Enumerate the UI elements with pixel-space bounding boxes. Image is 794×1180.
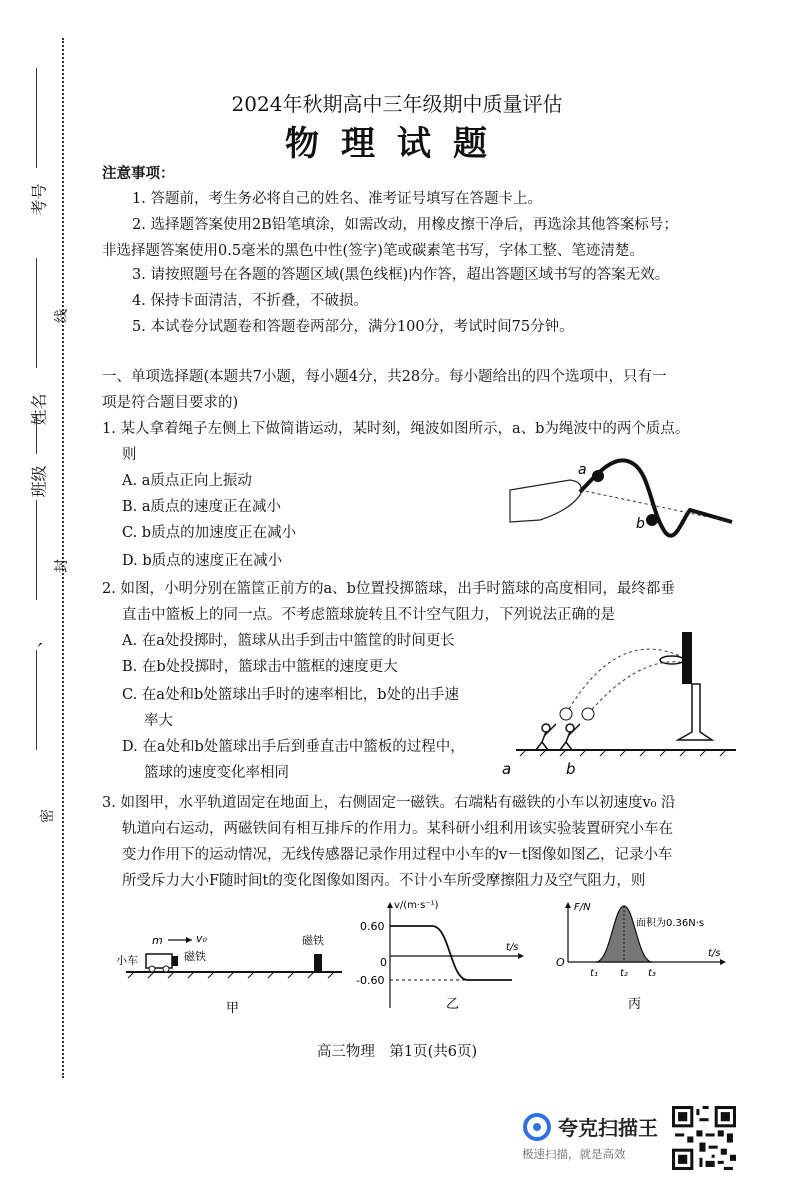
notice-item-3: 3. 请按照题号在各题的答题区域(黑色线框)内作答，超出答题区域书写的答案无效。 bbox=[132, 267, 670, 283]
basketball-figure bbox=[496, 628, 740, 778]
notice-item-2: 2. 选择题答案使用2B铅笔填涂，如需改动，用橡皮擦干净后，再选涂其他答案标号； bbox=[132, 217, 678, 233]
label-car: 小车 bbox=[116, 954, 138, 967]
velocity-arrowhead bbox=[186, 937, 192, 943]
caption-yi: 乙 bbox=[446, 997, 460, 1012]
yi-ytick-top: 0.60 bbox=[360, 920, 385, 933]
fixed-magnet bbox=[314, 954, 322, 972]
extra-underline bbox=[36, 650, 37, 750]
wheel-right bbox=[163, 966, 169, 972]
ball-b bbox=[582, 708, 594, 720]
notice-heading: 注意事项： bbox=[102, 165, 175, 182]
binding-dotted-line bbox=[62, 38, 64, 1078]
q2-option-c-cont: 率大 bbox=[144, 713, 173, 729]
qr-code-icon bbox=[672, 1106, 736, 1170]
vt-curve bbox=[390, 926, 512, 980]
label-v0: v₀ bbox=[196, 932, 207, 945]
q1-option-b: B. a质点的速度正在减小 bbox=[122, 499, 282, 515]
q1-stem-1: 1. 某人拿着绳子左侧上下做简谐运动，某时刻，绳波如图所示，a、b为绳波中的两个质点。 bbox=[102, 421, 690, 437]
yi-ytick-bottom: -0.60 bbox=[356, 974, 385, 987]
exam-subtitle: 2024年秋期高中三年级期中质量评估 bbox=[231, 92, 563, 116]
q3-stem-2: 轨道向右运动，两磁铁间有相互排斥的作用力。某科研小组利用该实验装置研究小车在 bbox=[122, 821, 673, 837]
caption-jia: 甲 bbox=[226, 1001, 240, 1016]
scanner-slogan: 极速扫描，就是高效 bbox=[522, 1147, 626, 1161]
label-m: m bbox=[152, 934, 163, 947]
yi-origin: 0 bbox=[380, 956, 387, 969]
q2-option-a: A. 在a处投掷时，篮球从出手到击中篮筐的时间更长 bbox=[122, 633, 455, 649]
q1-option-c: C. b质点的加速度正在减小 bbox=[122, 525, 297, 541]
scanner-logo-icon bbox=[522, 1112, 552, 1142]
secret-char: 密 bbox=[40, 809, 56, 823]
exam-title: 物理试题 bbox=[285, 124, 509, 164]
name-underline bbox=[36, 258, 37, 368]
bing-ylabel: F/N bbox=[574, 902, 591, 913]
q3-stem-4: 所受斥力大小F随时间t的变化图像如图丙。不计小车所受摩擦阻力及空气阻力，则 bbox=[122, 873, 646, 889]
notice-item-5: 5. 本试卷分试题卷和答题卷两部分，满分100分，考试时间75分钟。 bbox=[132, 319, 574, 335]
q1-option-d: D. b质点的速度正在减小 bbox=[122, 553, 283, 569]
trajectory-a bbox=[566, 649, 680, 714]
wheel-left bbox=[149, 966, 155, 972]
section1-line1: 一、单项选择题(本题共7小题，每小题4分，共28分。每小题给出的四个选项中，只有一 bbox=[102, 369, 667, 385]
bing-area-label: 面积为0.36N·s bbox=[636, 918, 705, 929]
bing-origin: O bbox=[556, 956, 565, 969]
q2-option-d-cont: 篮球的速度变化率相同 bbox=[144, 765, 289, 781]
particle-a bbox=[592, 470, 604, 482]
figure-jia bbox=[110, 920, 350, 1020]
hand-illustration bbox=[510, 480, 581, 522]
bing-xlabel: t/s bbox=[708, 948, 721, 959]
bing-t2: t₂ bbox=[620, 968, 628, 979]
class-underline bbox=[36, 500, 37, 600]
comma-mark: 、 bbox=[25, 631, 45, 648]
line-char: 线 bbox=[54, 309, 70, 323]
scanner-watermark bbox=[522, 1110, 662, 1170]
bing-t1: t₁ bbox=[590, 968, 598, 979]
label-cart-magnet: 磁铁 bbox=[184, 950, 206, 963]
q1-stem-2: 则 bbox=[122, 447, 137, 463]
notice-item-2-cont: 非选择题答案使用0.5毫米的黑色中性(签字)笔或碳素笔书写，字体工整、笔迹清楚。 bbox=[102, 243, 644, 259]
label-b: b bbox=[636, 516, 645, 532]
label-a: a bbox=[502, 760, 512, 778]
q2-option-c: C. 在a处和b处篮球出手时的速率相比，b处的出手速 bbox=[122, 687, 460, 703]
rope-wave-figure bbox=[500, 450, 740, 550]
q3-stem-3: 变力作用下的运动情况，无线传感器记录作用过程中小车的v－t图像如图乙，记录小车 bbox=[122, 847, 673, 863]
q2-stem-1: 2. 如图，小明分别在篮筐正前方的a、b位置投掷篮球，出手时篮球的高度相同，最终都垂 bbox=[102, 581, 675, 597]
figure-bing-ft-graph bbox=[548, 896, 738, 1020]
notice-item-4: 4. 保持卡面清洁，不折叠，不破损。 bbox=[132, 293, 368, 309]
cart-magnet bbox=[172, 956, 178, 966]
q2-option-d: D. 在a处和b处篮球出手后到垂直击中篮板的过程中， bbox=[122, 739, 465, 755]
name-label: 姓名 bbox=[29, 393, 49, 426]
section1-line2: 项是符合题目要求的) bbox=[102, 395, 239, 411]
yi-xlabel: t/s bbox=[506, 942, 519, 953]
caption-bing: 丙 bbox=[628, 997, 642, 1012]
seal-char: 封 bbox=[54, 559, 70, 573]
label-fixed-magnet: 磁铁 bbox=[302, 934, 324, 947]
page-footer: 高三物理 第1页(共6页) bbox=[316, 1044, 478, 1060]
label-a: a bbox=[578, 462, 587, 478]
player-b bbox=[560, 724, 580, 750]
player-a bbox=[536, 724, 556, 750]
exam-no-label: 考号 bbox=[29, 183, 49, 216]
scanner-brand: 夸克扫描王 bbox=[558, 1116, 658, 1140]
yi-ylabel: v/(m·s⁻¹) bbox=[394, 900, 439, 911]
q1-option-a: A. a质点正向上振动 bbox=[122, 473, 252, 489]
q3-stem-1: 3. 如图甲，水平轨道固定在地面上，右侧固定一磁铁。右端粘有磁铁的小车以初速度v₀ 沿 bbox=[102, 795, 676, 811]
class-label: 班级 bbox=[29, 465, 49, 498]
class-underline-top bbox=[36, 414, 37, 454]
stand bbox=[678, 684, 712, 740]
trajectory-b bbox=[588, 662, 680, 714]
bing-t3: t₃ bbox=[648, 968, 656, 979]
figure-yi-vt-graph bbox=[350, 896, 530, 1020]
q2-stem-2: 直击中篮板上的同一点。不考虑篮球旋转且不计空气阻力，下列说法正确的是 bbox=[122, 607, 615, 623]
particle-b bbox=[646, 514, 658, 526]
label-b: b bbox=[566, 760, 576, 778]
hoop bbox=[660, 656, 684, 664]
notice-item-1: 1. 答题前，考生务必将自己的姓名、准考证号填写在答题卡上。 bbox=[132, 191, 542, 207]
cart bbox=[146, 954, 172, 968]
ball-a bbox=[560, 708, 572, 720]
q2-option-b: B. 在b处投掷时，篮球击中篮框的速度更大 bbox=[122, 659, 398, 675]
